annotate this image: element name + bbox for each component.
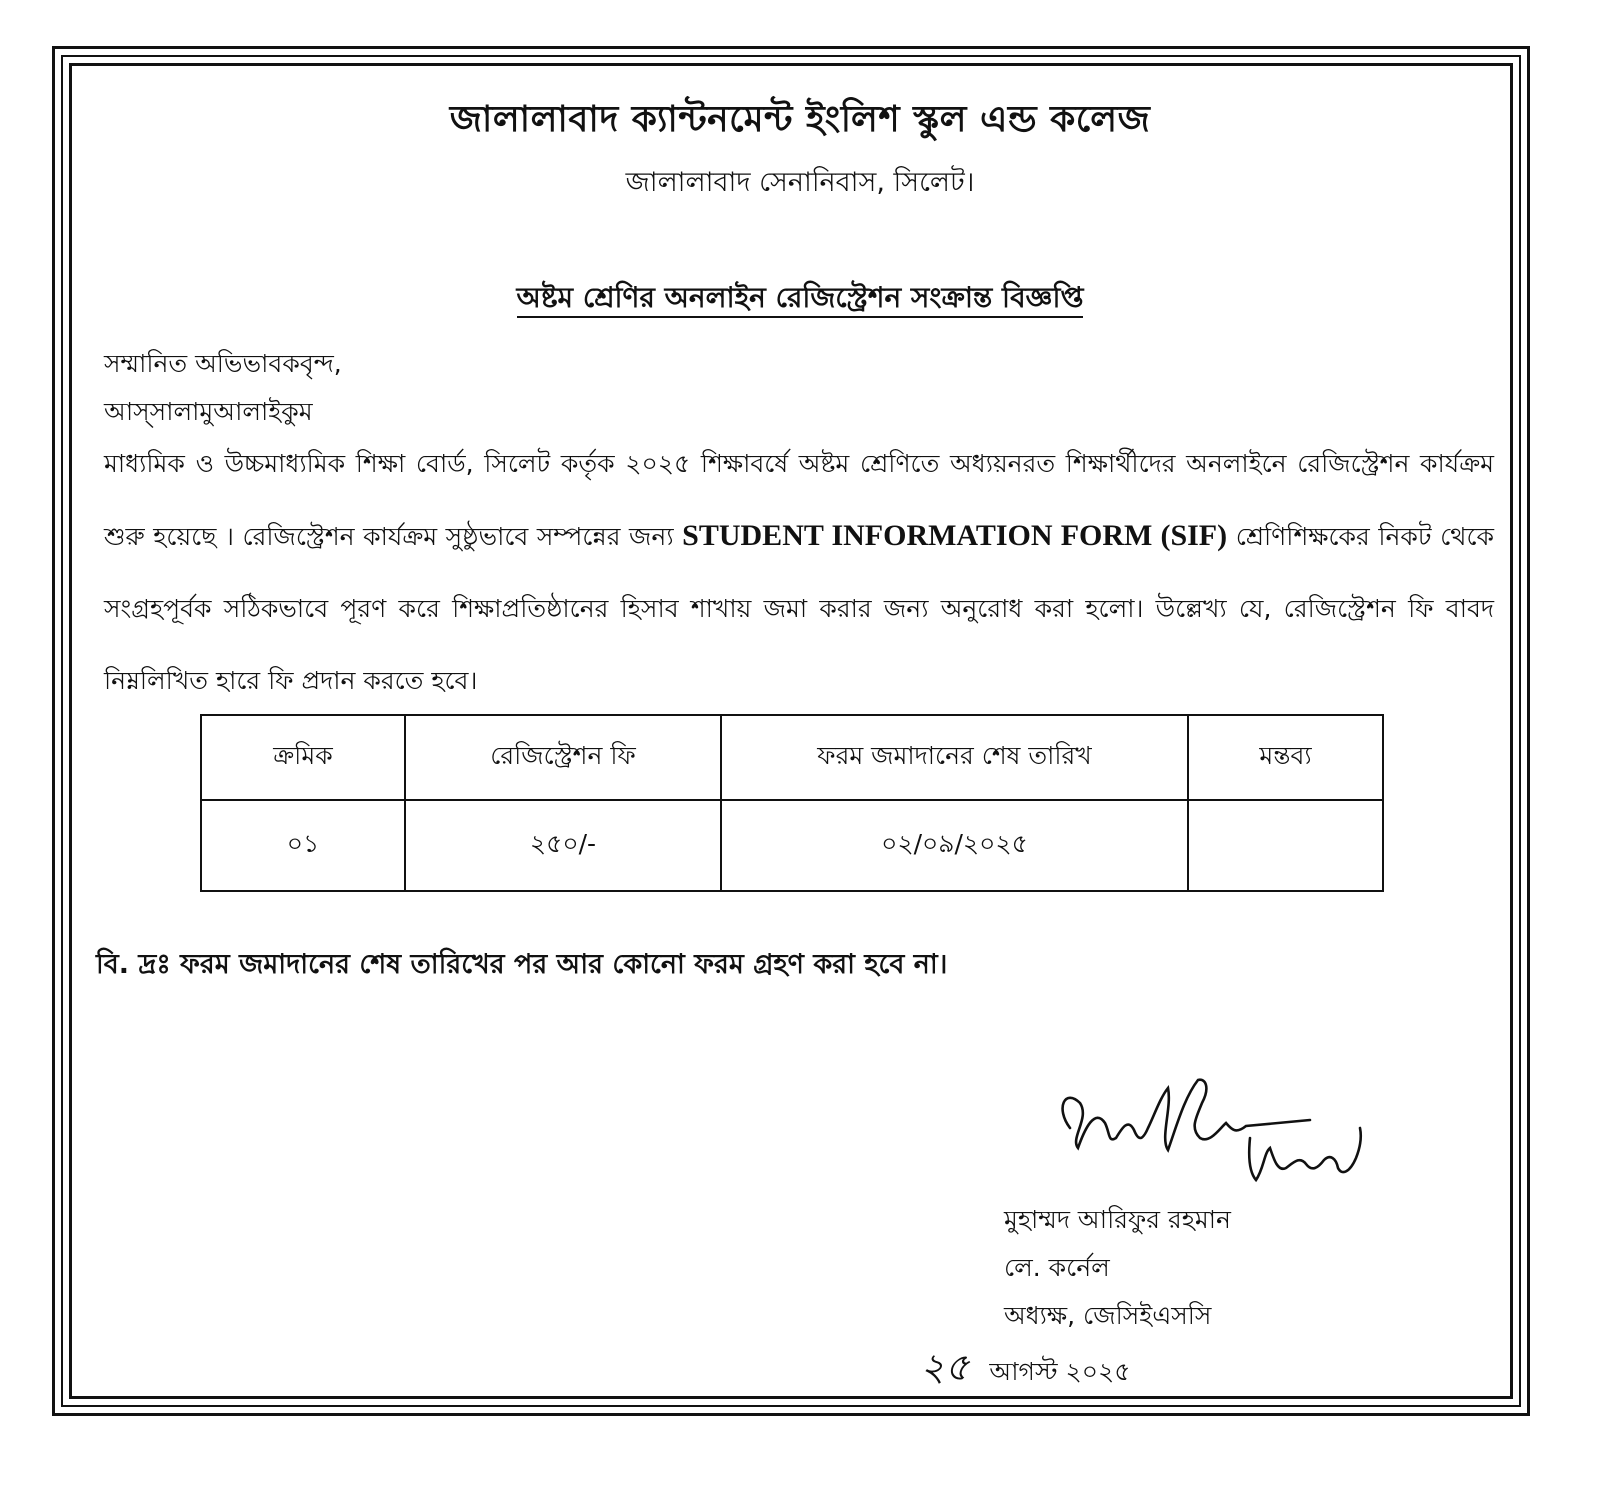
fee-table-header-row: [201, 715, 1383, 800]
fee-table: [200, 714, 1384, 892]
institution-address: জালালাবাদ সেনানিবাস, সিলেট।: [625, 167, 975, 198]
signing-date-month-year: আগস্ট ২০২৫: [989, 1357, 1131, 1386]
cell-registration-fee: ২৫০/-: [405, 800, 721, 891]
header-remarks: মন্তব্য: [1188, 715, 1383, 800]
notice-title: [0, 276, 1600, 323]
notice-body: [104, 428, 1494, 717]
cell-last-date: ০২/০৯/২০২৫: [721, 800, 1188, 891]
signatory-name: মুহাম্মদ আরিফুর রহমান: [1004, 1205, 1231, 1234]
notice-body-form-name: STUDENT INFORMATION FORM (SIF): [682, 519, 1228, 552]
cell-remarks: [1188, 800, 1383, 891]
header-registration-fee: রেজিস্ট্রেশন ফি: [405, 715, 721, 800]
table-row: [201, 800, 1383, 891]
greeting: আস্সালামুআলাইকুম: [104, 397, 313, 426]
notice-body-part1: মাধ্যমিক ও উচ্চমাধ্যমিক শিক্ষা বোর্ড, সিলেট কর্তৃক ২০২৫ শিক্ষাবর্ষে অষ্টম শ্রেণিতে অধ্যয়নরত শিক্ষার্থীদের অনলাইনে রেজিস্ট্রেশন কার্যক্রম শুরু হয়েছে । রেজিস্ট্রেশন কার্যক্রম সুষ্ঠুভাবে সম্পন্নের জন্য: [104, 449, 1494, 551]
notice-title-text: অষ্টম শ্রেণির অনলাইন রেজিস্ট্রেশন সংক্রান্ত বিজ্ঞপ্তি: [517, 281, 1084, 318]
signatory-designation: অধ্যক্ষ, জেসিইএসসি: [1004, 1301, 1212, 1330]
header-last-date: ফরম জমাদানের শেষ তারিখ: [721, 715, 1188, 800]
handwritten-signature: [1050, 1068, 1380, 1198]
salutation: সম্মানিত অভিভাবকবৃন্দ,: [104, 349, 342, 378]
signing-date: [920, 1338, 1131, 1402]
signing-date-day-handwritten: ২৫: [920, 1345, 970, 1389]
signatory-rank: লে. কর্নেল: [1004, 1253, 1110, 1282]
footnote: বি. দ্রঃ ফরম জমাদানের শেষ তারিখের পর আর কোনো ফরম গ্রহণ করা হবে না।: [96, 949, 948, 980]
institution-name: জালালাবাদ ক্যান্টনমেন্ট ইংলিশ স্কুল এন্ড কলেজ: [449, 99, 1151, 140]
signatory-block: [1004, 1196, 1231, 1340]
header-serial: ক্রমিক: [201, 715, 405, 800]
notice-body-part2: শ্রেণিশিক্ষকের নিকট থেকে সংগ্রহপূর্বক সঠিকভাবে পূরণ করে শিক্ষাপ্রতিষ্ঠানের হিসাব শাখায় জমা করার জন্য অনুরোধ করা হলো। উল্লেখ্য যে, রেজিস্ট্রেশন ফি বাবদ নিম্নলিখিত হারে ফি প্রদান করতে হবে।: [104, 522, 1494, 695]
cell-serial: ০১: [201, 800, 405, 891]
